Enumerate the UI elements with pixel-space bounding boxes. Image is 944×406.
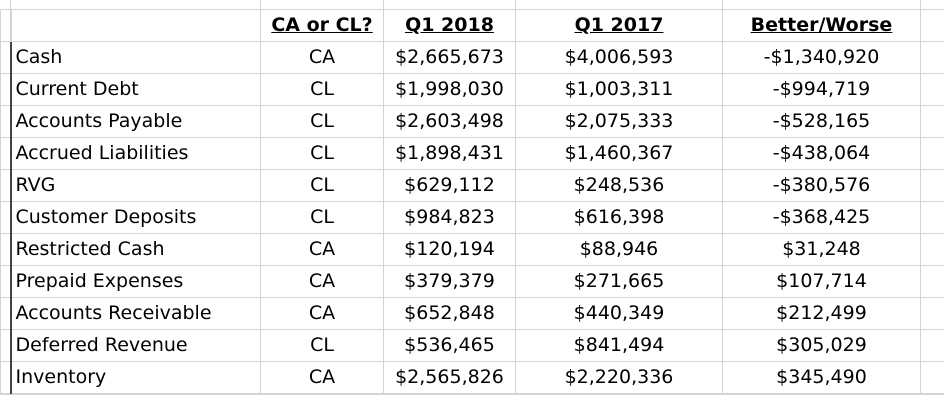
gridline (920, 0, 921, 9)
table-row (1, 298, 944, 330)
table-row (1, 266, 944, 298)
cell[interactable] (921, 42, 944, 74)
ca-or-cl-value[interactable]: CL (261, 106, 384, 138)
cell[interactable] (1, 330, 11, 362)
better-worse-value[interactable]: $345,490 (723, 362, 921, 394)
better-worse-value[interactable]: -$1,340,920 (723, 42, 921, 74)
ca-or-cl-value[interactable]: CA (261, 234, 384, 266)
ca-or-cl-value[interactable]: CL (261, 330, 384, 362)
cell[interactable] (921, 138, 944, 170)
q1-2017-value[interactable]: $440,349 (516, 298, 723, 330)
table-row (1, 42, 944, 74)
table-row (1, 362, 944, 394)
q1-2018-value[interactable]: $2,665,673 (384, 42, 516, 74)
better-worse-value[interactable]: $31,248 (723, 234, 921, 266)
row-label[interactable]: Accrued Liabilities (11, 138, 261, 170)
ca-or-cl-value[interactable]: CA (261, 298, 384, 330)
row-label[interactable]: Cash (11, 42, 261, 74)
gridline (722, 0, 723, 9)
q1-2017-value[interactable]: $2,220,336 (516, 362, 723, 394)
ca-or-cl-value[interactable]: CA (261, 266, 384, 298)
cell[interactable] (1, 266, 11, 298)
ca-or-cl-value[interactable]: CL (261, 202, 384, 234)
q1-2017-value[interactable]: $88,946 (516, 234, 723, 266)
gridline (383, 0, 384, 9)
header-q1-2018[interactable]: Q1 2018 (384, 10, 516, 42)
header-ca-or-cl[interactable]: CA or CL? (261, 10, 384, 42)
balance-comparison-table (0, 9, 944, 394)
ca-or-cl-value[interactable]: CL (261, 138, 384, 170)
q1-2017-value[interactable]: $1,460,367 (516, 138, 723, 170)
table-row (1, 74, 944, 106)
header-q1-2017[interactable]: Q1 2017 (516, 10, 723, 42)
better-worse-value[interactable]: -$368,425 (723, 202, 921, 234)
partial-row-below (0, 394, 944, 406)
row-label[interactable]: RVG (11, 170, 261, 202)
table-row (1, 106, 944, 138)
q1-2018-value[interactable]: $2,565,826 (384, 362, 516, 394)
better-worse-value[interactable]: $305,029 (723, 330, 921, 362)
row-label[interactable]: Inventory (11, 362, 261, 394)
q1-2017-value[interactable]: $248,536 (516, 170, 723, 202)
cell[interactable] (1, 74, 11, 106)
q1-2018-value[interactable]: $984,823 (384, 202, 516, 234)
q1-2018-value[interactable]: $379,379 (384, 266, 516, 298)
q1-2017-value[interactable]: $841,494 (516, 330, 723, 362)
cell[interactable] (921, 170, 944, 202)
q1-2018-value[interactable]: $2,603,498 (384, 106, 516, 138)
q1-2017-value[interactable]: $616,398 (516, 202, 723, 234)
cell[interactable] (1, 42, 11, 74)
header-label-cell[interactable] (11, 10, 261, 42)
cell[interactable] (921, 106, 944, 138)
header-better-worse[interactable]: Better/Worse (723, 10, 921, 42)
q1-2018-value[interactable]: $629,112 (384, 170, 516, 202)
cell[interactable] (921, 298, 944, 330)
row-label[interactable]: Accounts Payable (11, 106, 261, 138)
cell[interactable] (1, 10, 11, 42)
better-worse-value[interactable]: -$380,576 (723, 170, 921, 202)
row-label[interactable]: Deferred Revenue (11, 330, 261, 362)
cell[interactable] (921, 362, 944, 394)
better-worse-value[interactable]: $107,714 (723, 266, 921, 298)
better-worse-value[interactable]: -$438,064 (723, 138, 921, 170)
cell[interactable] (1, 362, 11, 394)
cell[interactable] (921, 234, 944, 266)
gridline (10, 0, 11, 9)
q1-2017-value[interactable]: $1,003,311 (516, 74, 723, 106)
cell[interactable] (921, 266, 944, 298)
better-worse-value[interactable]: -$528,165 (723, 106, 921, 138)
q1-2018-value[interactable]: $652,848 (384, 298, 516, 330)
q1-2017-value[interactable]: $271,665 (516, 266, 723, 298)
cell[interactable] (1, 298, 11, 330)
cell[interactable] (1, 234, 11, 266)
cell[interactable] (1, 138, 11, 170)
cell[interactable] (1, 106, 11, 138)
cell[interactable] (921, 10, 944, 42)
better-worse-value[interactable]: -$994,719 (723, 74, 921, 106)
cell[interactable] (1, 170, 11, 202)
row-label[interactable]: Accounts Receivable (11, 298, 261, 330)
gridline (515, 0, 516, 9)
cell[interactable] (1, 202, 11, 234)
q1-2018-value[interactable]: $120,194 (384, 234, 516, 266)
header-row (1, 10, 944, 42)
gridline (260, 0, 261, 9)
table-row (1, 330, 944, 362)
ca-or-cl-value[interactable]: CA (261, 42, 384, 74)
ca-or-cl-value[interactable]: CL (261, 74, 384, 106)
q1-2018-value[interactable]: $1,898,431 (384, 138, 516, 170)
table-row (1, 202, 944, 234)
row-label[interactable]: Current Debt (11, 74, 261, 106)
row-label[interactable]: Restricted Cash (11, 234, 261, 266)
q1-2017-value[interactable]: $4,006,593 (516, 42, 723, 74)
table-row (1, 170, 944, 202)
cell[interactable] (921, 330, 944, 362)
q1-2018-value[interactable]: $536,465 (384, 330, 516, 362)
table-row (1, 138, 944, 170)
table-row (1, 234, 944, 266)
ca-or-cl-value[interactable]: CA (261, 362, 384, 394)
ca-or-cl-value[interactable]: CL (261, 170, 384, 202)
q1-2018-value[interactable]: $1,998,030 (384, 74, 516, 106)
cell[interactable] (921, 74, 944, 106)
row-label[interactable]: Prepaid Expenses (11, 266, 261, 298)
cell[interactable] (921, 202, 944, 234)
better-worse-value[interactable]: $212,499 (723, 298, 921, 330)
q1-2017-value[interactable]: $2,075,333 (516, 106, 723, 138)
row-label[interactable]: Customer Deposits (11, 202, 261, 234)
